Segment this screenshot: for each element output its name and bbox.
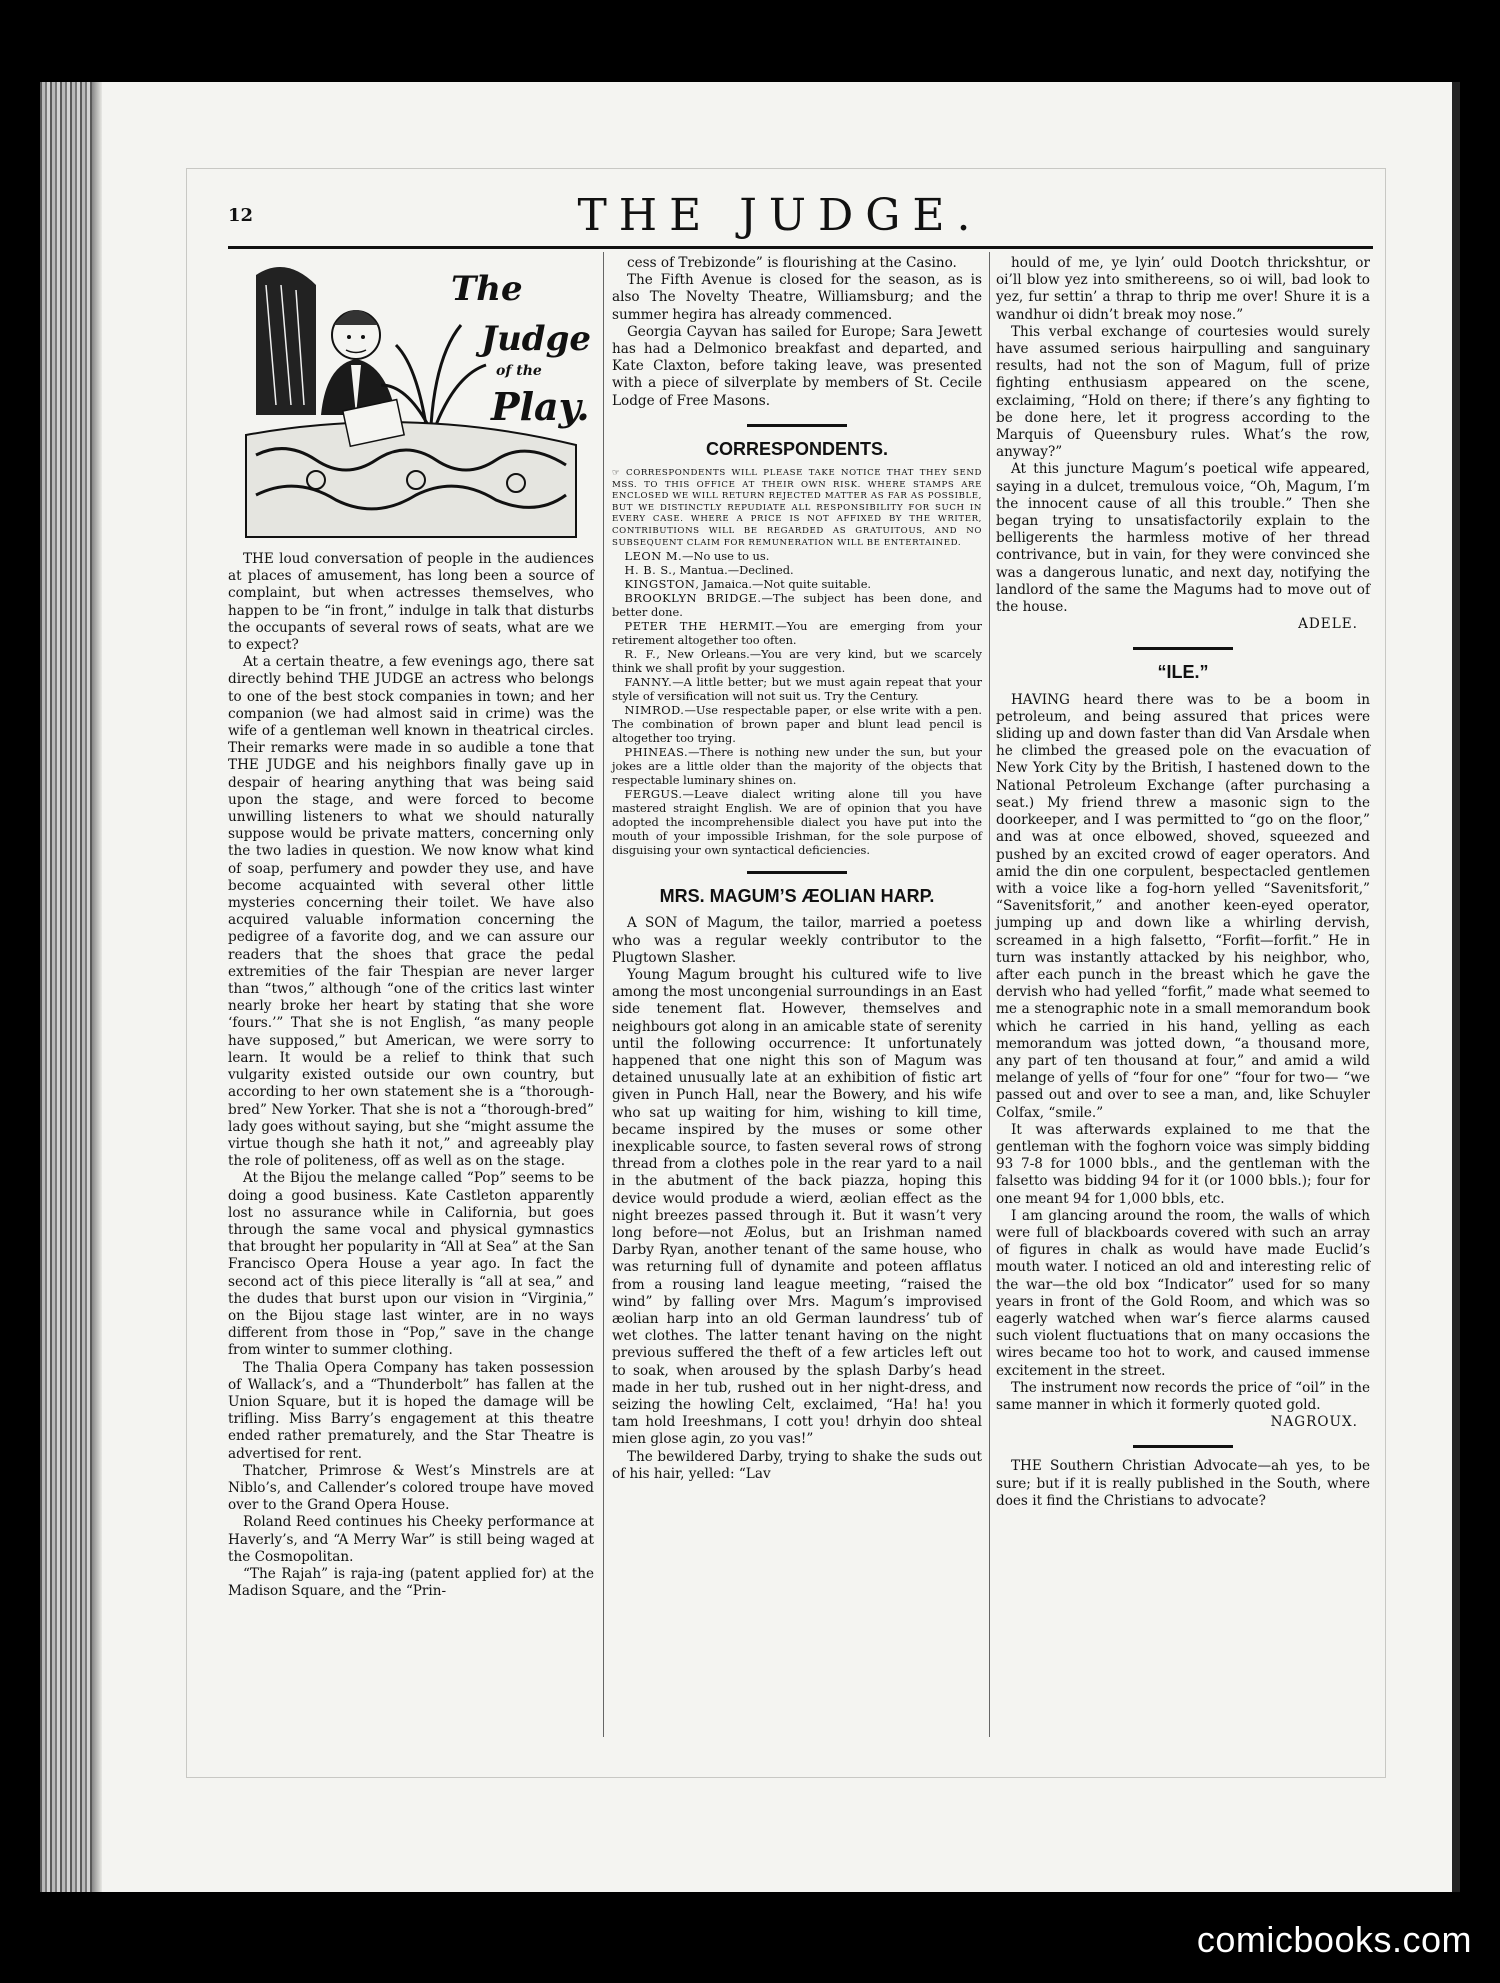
closing-paragraph: THE Southern Christian Advocate—ah yes, to be sure; but if it is really published in the South, where does it find the Christians to advocate?	[996, 1458, 1370, 1509]
correspondent-entry	[612, 675, 982, 703]
ile-signature: NAGROUX.	[1270, 1414, 1358, 1431]
correspondent-entry	[612, 591, 982, 619]
judge-at-theatre-box-illustration	[246, 255, 591, 537]
correspondent-reply: —Use respectable paper, or else write with a pen. The combination of brown paper and blunt lead pencil is altogether too trying.	[612, 703, 982, 746]
correspondent-name: H. B. S.	[624, 563, 673, 578]
correspondent-entry	[612, 619, 982, 647]
correspondent-reply: —A little better; but we must again repeat that your style of versification will not suit us. Try the Century.	[612, 675, 982, 704]
story-paragraph: At this juncture Magum’s poetical wife appeared, saying in a dulcet, tremulous voice, “Oh, Magum, I’m the innocent cause of all this trouble.” Then she began trying to unsatisfactorily explain to the belligerents the harmless motive of her thread contrivance, but in vain, for they were convinced she was a dangerous lunatic, and next day, notifying the landlord of the same the Magums had to move out of the house.	[996, 461, 1370, 616]
correspondent-name: KINGSTON	[624, 577, 696, 592]
article-paragraph: At the Bijou the melange called “Pop” seems to be doing a good business. Kate Castleton apparently lost no assurance while in California, but goes through the same vocal and physical gymnastics that brought her popularity in “All at Sea” at the San Francisco Opera House a year ago. In fact the second act of this piece literally is “all at sea,” and the dudes that burst upon our vision in “Virginia,” on the Bijou stage last winter, are in no ways different from those in “Pop,” save in the change from winter to summer clothing.	[228, 1170, 594, 1359]
correspondent-name: PHINEAS.	[624, 745, 689, 760]
article-paragraph: Roland Reed continues his Cheeky performance at Haverly’s, and “A Merry War” is still being waged at the Cosmopolitan.	[228, 1514, 594, 1565]
correspondent-entry	[612, 549, 982, 563]
masthead-title: THE JUDGE.	[577, 190, 983, 241]
story-paragraph: Young Magum brought his cultured wife to live among the most uncongenial surroundings in an East side tenement flat. However, themselves and neighbours got along in an amicable state of serenity until the following occurrence: It unfortunately happened that one night this son of Magum was detained unusually late at an exhibition of fistic art given in Punch Hall, near the Bowery, and his wife who sat up waiting for him, wishing to kill time, became inspired by the muses or some other inexplicable source, to fasten several rows of strong thread from a clothes pole in the rear yard to a nail in the abutment of the back piazza, hoping this device would produde a wierd, æolian effect as the night breezes passed through it. But it wasn’t very long before—not Æolus, but an Irishman named Darby Ryan, another tenant of the same house, who was returning full of dynamite and poteen afflatus from a rousing land league meeting, “raised the wind” by falling over Mrs. Magum’s improvised æolian harp into an old German laundress’ tub of wet clothes. The latter tenant having on the night previous suffered the theft of a few articles left out to soak, when aroused by the splash Darby’s head made in her tub, rushed out in her night-dress, and seizing the howling Celt, exclaimed, “Ha! ha! you tam hold Ireeshmans, I cott you! drhyin doo shteal mien glose agin, zo you vas!”	[612, 967, 982, 1448]
story-paragraph: This verbal exchange of courtesies would surely have assumed serious hairpulling and sanguinary results, had not the son of Magum, full of prize fighting enthusiasm appeared on the scene, exclaiming, “Hold on there; if there’s any fighting to be done here, let it progress according to the Marquis of Queensbury rules. What’s the row, anyway?”	[996, 323, 1370, 461]
correspondent-entry	[612, 787, 982, 857]
article-paragraph: THE loud conversation of people in the audiences at places of amusement, has long been a source of complaint, but when actresses themselves, who happen to be “in front,” indulge in talk that disturbs the occupants of several rows of seats, what are we to expect?	[228, 551, 594, 654]
correspondent-reply: —Leave dialect writing alone till you have mastered straight English. We are of opinion that you have adopted the incomprehensible dialect you have put into the mouth of your impossible Irishman, for the sole purpose of disguising your own syntactical deficiencies.	[612, 787, 982, 858]
svg-text:The: The	[451, 269, 523, 309]
svg-text:Play.: Play.	[491, 384, 590, 429]
correspondent-name: BROOKLYN BRIDGE.	[624, 591, 762, 606]
ile-paragraph: HAVING heard there was to be a boom in petroleum, and being assured that prices were sliding up and down faster than did Van Arsdale when he climbed the greased pole on the evacuation of New York City by the British, I hastened down to the National Petroleum Exchange (after purchasing a seat.) My friend threw a masonic sign to the doorkeeper, and I was permitted to “go on the floor,” and was at once elbowed, shoved, squeezed and pushed by an excited crowd of eager operators. And amid the din one corpulent, bespectacled gentlemen with a voice like a fog-horn yelled “Savenitsforit,” “Savenitsforit,” and another keen-eyed operator, jumping up and down like a whirling dervish, screamed in a high falsetto, “Forfit—forfit.” He in turn was instantly attacked by his neighbor, who, after each punch in the breast which he gave the dervish who had yelled “forfit,” made what seemed to me a stenographic note in a small memorandum book which he carried in his hand, yelling as each memorandum was jotted down, “a thousand more, any part of ten thousand at four,” and amid a wild melange of yells of “four for one” “four for two— “we passed out and over to see a man, and, like Schuyler Colfax, “smile.”	[996, 691, 1370, 1121]
page-number: 12	[228, 205, 254, 226]
column-divider-1	[603, 252, 604, 1737]
section-rule	[747, 424, 847, 427]
correspondent-reply: —There is nothing new under the sun, but your jokes are a little older than the majority of the objects that respectable luminary shines on.	[612, 745, 982, 788]
correspondent-reply: —The subject has been done, and better done.	[612, 591, 982, 620]
column-1	[228, 255, 594, 1600]
article-paragraph: The Fifth Avenue is closed for the season, as is also The Novelty Theatre, Williamsburg; and the summer hegira has already commenced.	[612, 272, 982, 323]
article-paragraph: At a certain theatre, a few evenings ago, there sat directly behind THE JUDGE an actress who belongs to one of the best stock companies in town; and her companion (we had almost said in crime) was the wife of a gentleman well known in theatrical circles. Their remarks were made in so audible a tone that THE JUDGE and his neighbors finally gave up in despair of hearing anything that was being said upon the stage, and were forced to become unwilling listeners to what we should naturally suppose would be private matters, concerning only the two ladies in question. We now know what kind of soap, perfumery and powder they use, and have become acquainted with several other little mysteries concerning their toilet. We have also acquired valuable information concerning the pedigree of a favorite dog, and we can assure our readers that the shoes that grace the pedal extremities of the fair Thespian are never larger than “twos,” although “one of the critics last winter nearly broke her heart by stating that she wore ‘fours.’” That she is not English, “as many people have supposed,” but American, we were sorry to learn. It would be a relief to think that such vulgarity existed outside our own country, but according to her own statement she is a “thorough-bred” New Yorker. That she is not a “thorough-bred” lady goes without saying, but she “might assume the virtue though she hath it not,” and agreeably play the role of politeness, off as well as on the stage.	[228, 654, 594, 1170]
correspondent-name: FERGUS.	[624, 787, 683, 802]
correspondents-title: CORRESPONDENTS.	[705, 438, 889, 459]
story-title: MRS. MAGUM’S ÆOLIAN HARP.	[659, 886, 935, 907]
correspondent-reply: , New Orleans.—You are very kind, but we scarcely think we shall profit by your suggestion.	[612, 647, 982, 676]
section-rule	[747, 871, 847, 874]
story-body	[612, 915, 982, 1483]
correspondents-notice: ☞ CORRESPONDENTS WILL PLEASE TAKE NOTICE THAT THEY SEND MSS. TO THIS OFFICE AT THEIR OWN RISK. WHERE STAMPS ARE ENCLOSED WE WILL RETURN REJECTED MATTER AS FAR AS POSSIBLE, BUT WE DISTINCTLY REPUDIATE ALL RESPONSIBILITY FOR SUCH IN EVERY CASE. WHERE A PRICE IS NOT AFFIXED BY THE WRITER, CONTRIBUTIONS WILL BE REGARDED AS GRATUITOUS, AND NO SUBSEQUENT CLAIM FOR REMUNERATION WILL BE ENTERTAINED.	[612, 468, 982, 548]
correspondent-reply: —No use to us.	[682, 549, 770, 564]
correspondent-entry	[612, 647, 982, 675]
ile-body	[996, 692, 1370, 1415]
correspondent-name: LEON M.	[624, 549, 683, 564]
column-2-intro	[612, 255, 982, 410]
story-paragraph: hould of me, ye lyin’ ould Dootch thrickshtur, or oi’ll blow yez into smithereens, so oi will, bad look to yez, fur settin’ a thrap to thrip me over! Shure it is a wandhur oi didn’t break moy nose.”	[996, 255, 1370, 323]
article-paragraph: Georgia Cayvan has sailed for Europe; Sara Jewett has had a Delmonico breakfast and departed, and Kate Claxton, before taking leave, was presented with a piece of silverplate by members of St. Cecile Lodge of Free Masons.	[612, 323, 982, 409]
ile-paragraph: It was afterwards explained to me that the gentleman with the foghorn voice was simply bidding 93 7-8 for 1000 bbls., and the gentleman with the falsetto was bidding 94 for it (or 1000 bbls.); four for one meant 94 for 1,000 bbls, etc.	[996, 1121, 1370, 1207]
correspondent-reply: , Mantua.—Declined.	[672, 563, 794, 578]
svg-text:of the: of the	[496, 363, 542, 379]
correspondent-entry	[612, 745, 982, 787]
column-divider-2	[989, 252, 990, 1737]
watermark-text: comicbooks.com	[1196, 1919, 1472, 1960]
article-paragraph: cess of Trebizonde” is flourishing at the Casino.	[626, 255, 957, 271]
section-rule	[1133, 647, 1233, 650]
column-2	[612, 255, 982, 1483]
story-continued	[996, 255, 1370, 616]
correspondent-entry	[612, 703, 982, 745]
article-paragraph: Thatcher, Primrose & West’s Minstrels are at Niblo’s, and Callender’s colored troupe have moved over to the Grand Opera House.	[228, 1462, 594, 1514]
column-1-body	[228, 551, 594, 1600]
article-paragraph: The Thalia Opera Company has taken possession of Wallack’s, and a “Thunderbolt” has fallen at the Union Square, but it is hoped the damage will be trifling. Miss Barry’s engagement at this theatre ended rather prematurely, and the Star Theatre is advertised for rent.	[228, 1359, 594, 1462]
ile-paragraph: I am glancing around the room, the walls of which were full of blackboards covered with such an array of figures in chalk as would have made Euclid’s mouth water. I noticed an old and interesting relic of the war—the old box “Indicator” used for so many years in front of the Gold Room, and which was so eagerly watched when war’s fierce alarms caused such violent fluctuations that on many occasions the wires became too hot to work, and caused immense excitement in the street.	[996, 1207, 1370, 1379]
section-rule	[1133, 1445, 1233, 1448]
story-paragraph: The bewildered Darby, trying to shake the suds out of his hair, yelled: “Lav	[612, 1448, 982, 1482]
ile-title: “ILE.”	[1157, 662, 1209, 683]
column-3	[996, 255, 1370, 1510]
correspondent-reply: —You are emerging from your retirement altogether too often.	[612, 619, 982, 648]
ile-paragraph: The instrument now records the price of “oil” in the same manner in which it formerly quoted gold.	[996, 1379, 1370, 1413]
masthead-rule	[228, 246, 1373, 249]
correspondent-name: FANNY.	[624, 675, 673, 690]
story-paragraph: A SON of Magum, the tailor, married a poetess who was a regular weekly contributor to the Plugtown Slasher.	[612, 915, 982, 966]
correspondent-entry	[612, 563, 982, 577]
correspondent-name: PETER THE HERMIT.	[624, 619, 776, 634]
article-paragraph: “The Rajah” is raja-ing (patent applied for) at the Madison Square, and the “Prin-	[228, 1565, 594, 1600]
story-signature: ADELE.	[1298, 616, 1358, 633]
correspondents-list	[612, 549, 982, 857]
svg-text:Judge: Judge	[481, 319, 591, 359]
correspondent-name: NIMROD.	[624, 703, 685, 718]
correspondent-reply: , Jamaica.—Not quite suitable.	[695, 577, 872, 592]
correspondent-entry	[612, 577, 982, 591]
correspondent-name: R. F.	[624, 647, 657, 662]
